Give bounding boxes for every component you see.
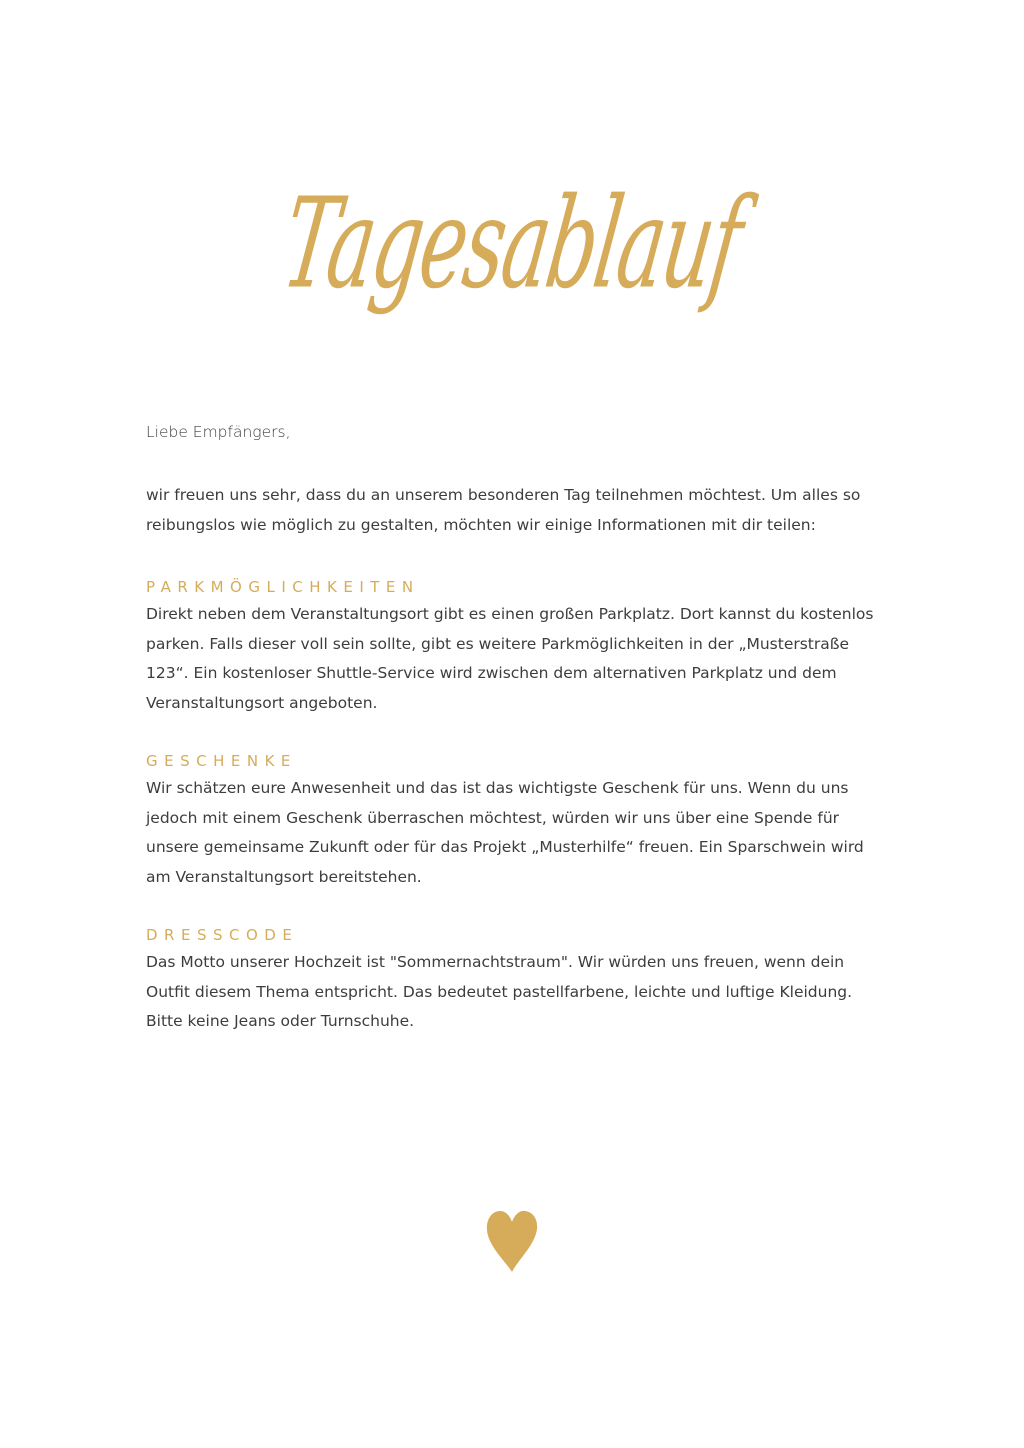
greeting: Liebe Empfängers, [146, 423, 291, 441]
section-heading-parking: PARKMÖGLICHKEITEN [146, 578, 420, 596]
section-body-gifts: Wir schätzen eure Anwesenheit und das ist das wichtigste Geschenk für uns. Wenn du uns jedoch mit einem Geschenk überraschen möchtest, würden wir uns über eine Spende für unsere gemeinsame Zukunft oder für das Projekt „Musterhilfe“ freuen. Ein Sparschwein wird am Veranstaltungsort bereitstehen. [146, 779, 864, 886]
section-body-parking: Direkt neben dem Veranstaltungsort gibt es einen großen Parkplatz. Dort kannst du kostenlos parken. Falls dieser voll sein sollte, gibt es weitere Parkmöglichkeiten in der „Musterstraße 123“. Ein kostenloser Shuttle-Service wird zwischen dem alternativen Parkplatz und dem Veranstaltungsort angeboten. [146, 605, 874, 712]
intro-paragraph: wir freuen uns sehr, dass du an unserem besonderen Tag teilnehmen möchtest. Um alles so reibungslos wie möglich zu gestalten, möchten wir einige Informationen mit dir teilen: [146, 486, 861, 534]
section-heading-dresscode: DRESSCODE [146, 926, 299, 944]
section-dresscode [146, 922, 886, 1037]
section-heading-gifts: GESCHENKE [146, 752, 297, 770]
heart-icon [484, 1208, 540, 1274]
section-gifts [146, 748, 886, 892]
page-title: Tagesablauf [275, 173, 749, 317]
section-parking [146, 574, 886, 718]
content-area [146, 418, 886, 1067]
section-body-dresscode: Das Motto unserer Hochzeit ist "Sommernachtstraum". Wir würden uns freuen, wenn dein Outfit diesem Thema entspricht. Das bedeutet pastellfarbene, leichte und luftige Kleidung. Bitte keine Jeans oder Turnschuhe. [146, 953, 853, 1030]
title-container [275, 120, 749, 370]
